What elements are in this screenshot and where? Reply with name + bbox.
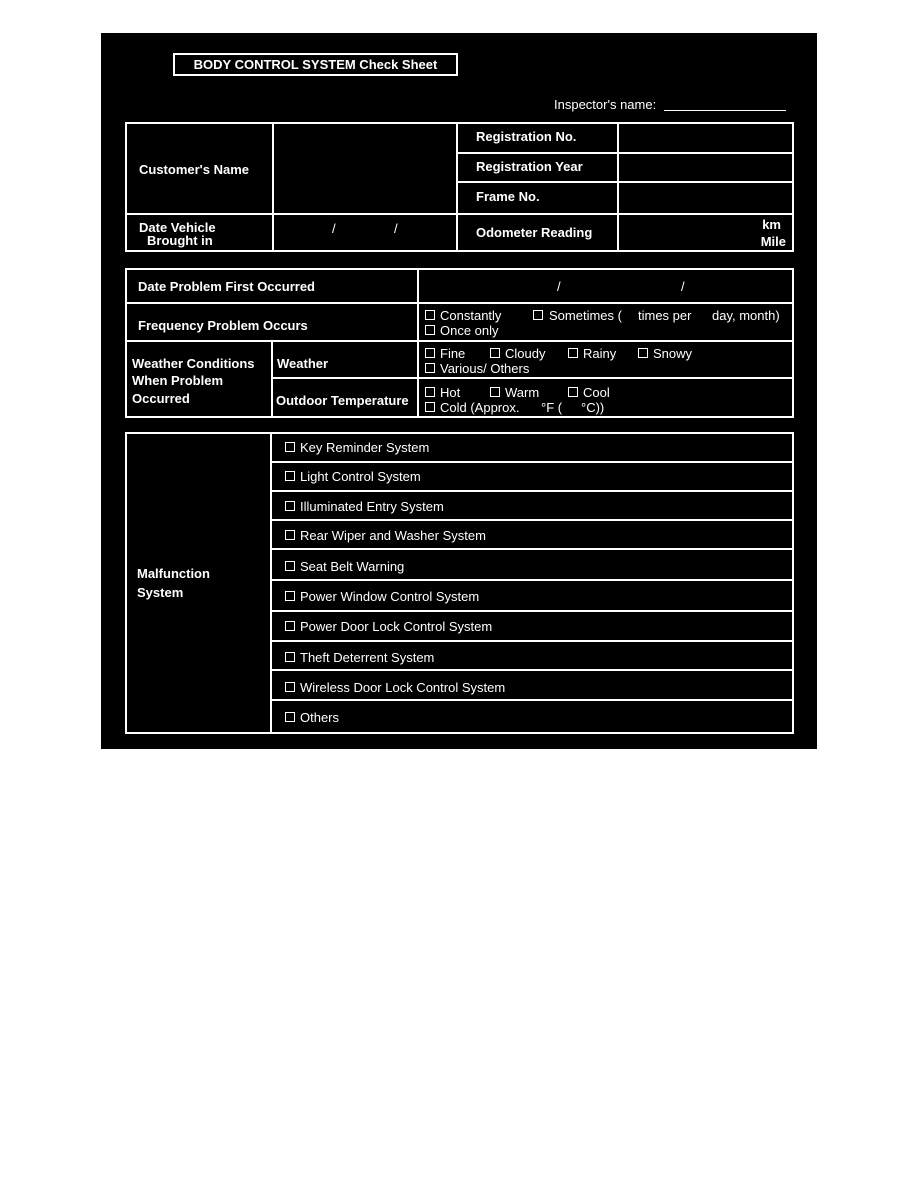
celsius-label: °C)) xyxy=(581,400,605,415)
registration-year-field[interactable] xyxy=(620,154,792,181)
once-only-checkbox[interactable] xyxy=(425,325,435,335)
weather-conditions-label-line2: When Problem xyxy=(132,373,224,388)
malfunction-item-label: Key Reminder System xyxy=(300,440,430,455)
key-reminder-checkbox[interactable] xyxy=(285,442,295,452)
cool-label: Cool xyxy=(583,385,610,400)
odometer-unit-mile[interactable]: Mile xyxy=(760,234,786,249)
cold-label: Cold (Approx. xyxy=(440,400,520,415)
fine-checkbox[interactable] xyxy=(425,348,435,358)
customer-name-label: Customer's Name xyxy=(139,162,250,177)
divider xyxy=(125,340,794,342)
once-only-label: Once only xyxy=(440,323,499,338)
cool-checkbox[interactable] xyxy=(568,387,578,397)
weather-conditions-label-line3: Occurred xyxy=(132,391,190,406)
theft-deterrent-checkbox[interactable] xyxy=(285,652,295,662)
divider xyxy=(270,519,794,521)
malfunction-item-label: Light Control System xyxy=(300,469,421,484)
constantly-checkbox[interactable] xyxy=(425,310,435,320)
hot-checkbox[interactable] xyxy=(425,387,435,397)
hot-label: Hot xyxy=(440,385,461,400)
various-label: Various/ Others xyxy=(440,361,530,376)
sometimes-checkbox[interactable] xyxy=(533,310,543,320)
divider xyxy=(417,268,419,418)
divider xyxy=(617,122,619,252)
inspector-name-field[interactable] xyxy=(664,94,786,110)
divider xyxy=(270,579,794,581)
divider xyxy=(270,610,794,612)
divider xyxy=(271,340,273,418)
weather-label: Weather xyxy=(277,356,329,371)
cloudy-checkbox[interactable] xyxy=(490,348,500,358)
divider xyxy=(270,432,272,734)
date-first-occurred-label: Date Problem First Occurred xyxy=(138,279,315,294)
malfunction-item-label: Seat Belt Warning xyxy=(300,559,405,574)
malfunction-label-line1: Malfunction xyxy=(137,566,210,581)
wireless-door-lock-checkbox[interactable] xyxy=(285,682,295,692)
divider xyxy=(270,669,794,671)
rear-wiper-checkbox[interactable] xyxy=(285,530,295,540)
frame-no-label: Frame No. xyxy=(476,189,540,204)
day-month-label: day, month) xyxy=(712,308,780,323)
frequency-label: Frequency Problem Occurs xyxy=(138,318,308,333)
date-separator: / xyxy=(394,221,398,236)
odometer-label: Odometer Reading xyxy=(476,225,593,240)
rainy-label: Rainy xyxy=(583,346,617,361)
malfunction-item-label: Others xyxy=(300,710,340,725)
power-door-lock-checkbox[interactable] xyxy=(285,621,295,631)
cloudy-label: Cloudy xyxy=(505,346,546,361)
divider xyxy=(270,461,794,463)
divider xyxy=(271,377,794,379)
customer-name-field[interactable] xyxy=(275,124,455,212)
malfunction-label-line2: System xyxy=(137,585,184,600)
date-first-occurred-field[interactable] xyxy=(420,270,792,302)
rainy-checkbox[interactable] xyxy=(568,348,578,358)
fine-label: Fine xyxy=(440,346,466,361)
divider xyxy=(270,490,794,492)
date-separator: / xyxy=(681,279,685,294)
illuminated-entry-checkbox[interactable] xyxy=(285,501,295,511)
weather-conditions-label-line1: Weather Conditions xyxy=(132,356,255,371)
date-separator: / xyxy=(332,221,336,236)
date-brought-in-field[interactable] xyxy=(275,215,455,250)
divider xyxy=(270,640,794,642)
malfunction-item-label: Power Window Control System xyxy=(300,589,480,604)
snowy-label: Snowy xyxy=(653,346,693,361)
constantly-label: Constantly xyxy=(440,308,502,323)
divider xyxy=(270,699,794,701)
registration-no-label: Registration No. xyxy=(476,129,577,144)
inspector-name-underline xyxy=(664,110,786,111)
date-brought-in-label-line1: Date Vehicle xyxy=(139,220,216,235)
malfunction-item-label: Theft Deterrent System xyxy=(300,650,435,665)
sometimes-label: Sometimes ( xyxy=(549,308,622,323)
malfunction-item-label: Rear Wiper and Washer System xyxy=(300,528,486,543)
divider xyxy=(456,122,458,252)
inspector-name-label: Inspector's name: xyxy=(554,97,657,112)
registration-no-field[interactable] xyxy=(620,124,792,152)
malfunction-item-label: Wireless Door Lock Control System xyxy=(300,680,506,695)
divider xyxy=(125,302,794,304)
power-window-checkbox[interactable] xyxy=(285,591,295,601)
malfunction-item-label: Power Door Lock Control System xyxy=(300,619,493,634)
date-brought-in-label-line2: Brought in xyxy=(147,233,213,248)
fahrenheit-label: °F ( xyxy=(541,400,563,415)
snowy-checkbox[interactable] xyxy=(638,348,648,358)
frame-no-field[interactable] xyxy=(620,183,792,213)
various-checkbox[interactable] xyxy=(425,363,435,373)
times-per-label: times per xyxy=(638,308,692,323)
light-control-checkbox[interactable] xyxy=(285,471,295,481)
cold-checkbox[interactable] xyxy=(425,402,435,412)
sheet-title: BODY CONTROL SYSTEM Check Sheet xyxy=(173,53,458,76)
registration-year-label: Registration Year xyxy=(476,159,583,174)
divider xyxy=(272,122,274,252)
odometer-unit-km[interactable]: km xyxy=(762,217,781,232)
outdoor-temperature-label: Outdoor Temperature xyxy=(276,393,409,408)
divider xyxy=(270,548,794,550)
malfunction-item-label: Illuminated Entry System xyxy=(300,499,444,514)
warm-checkbox[interactable] xyxy=(490,387,500,397)
date-separator: / xyxy=(557,279,561,294)
warm-label: Warm xyxy=(505,385,540,400)
others-checkbox[interactable] xyxy=(285,712,295,722)
seat-belt-warning-checkbox[interactable] xyxy=(285,561,295,571)
